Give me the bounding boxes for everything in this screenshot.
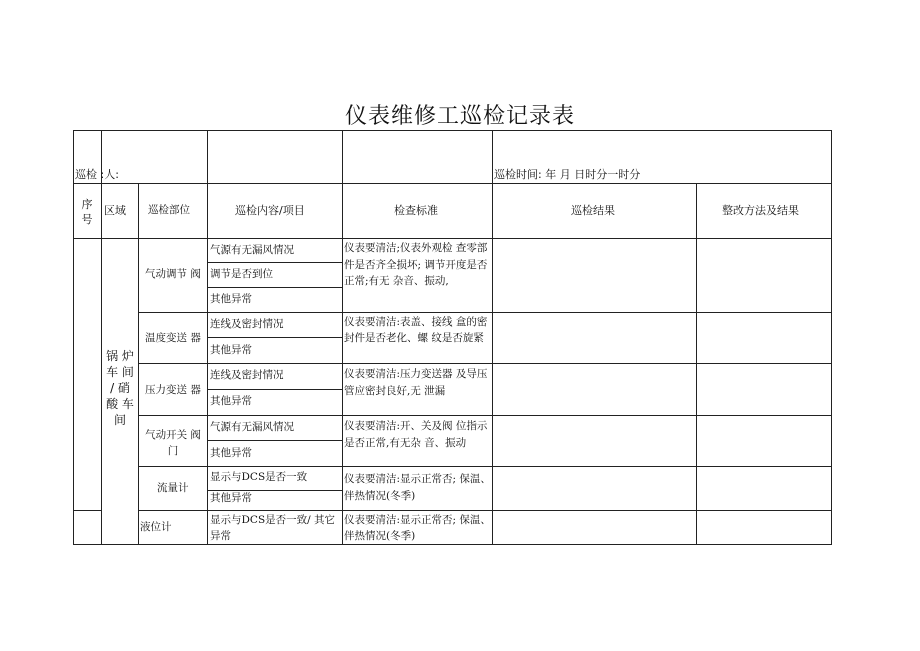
standard-cell: 仪表要清洁:开、关及阀 位指示是否正常,有无杂 音、振动 [344,420,488,449]
content-item: 其他异常 [210,492,252,504]
content-item: 显示与DCS是否一致 [210,471,308,483]
col-header-content: 巡检内容/项目 [235,204,305,217]
standard-cell: 仪表要清洁:显示正常否; 保温、伴热情况(冬季) [344,473,491,502]
group-divider [138,415,831,416]
row-divider [207,287,342,288]
col-header-standard: 检查标准 [394,204,438,217]
group-divider [138,510,831,511]
row-divider [207,389,342,390]
location-cell: 液位计 [140,521,172,533]
col-header-seq: 序号 [81,198,93,226]
content-item: 其他异常 [210,395,252,407]
table-border-right [831,130,832,545]
table-border-left [73,130,74,545]
page-title: 仪表维修工巡检记录表 [344,104,575,129]
standard-cell: 仪表要清洁;仪表外观检 查零部件是否齐全损坏; 调节开度是否正常;有无 杂音、振动, [344,242,488,287]
content-item: 其他异常 [210,293,252,305]
location-cell: 气动开关 阀门 [145,429,201,457]
location-cell: 温度变送 器 [145,332,201,344]
header-row-divider [73,183,831,184]
content-item: 显示与DCS是否一致/ 其它异常 [210,514,336,542]
group-divider [73,510,102,511]
location-cell: 压力变送 器 [145,384,201,396]
table-border-top [73,130,831,131]
standard-cell: 仪表要清洁:压力变送器 及导压管应密封良好,无 泄漏 [344,368,488,397]
col-divider-area [138,183,139,545]
col-divider-standard [492,130,493,545]
row-divider [207,337,342,338]
row-divider [207,262,342,263]
row-divider [207,440,342,441]
inspector-label: 巡检 :人: [75,168,119,181]
content-item: 其他异常 [210,447,252,459]
content-item: 气源有无漏风情况 [210,421,294,433]
col-header-area: 区域 [104,204,126,217]
inspection-time-label: 巡检时间: 年 月 日时分一时分 [494,168,641,181]
group-divider [138,466,831,467]
col-divider-location [207,130,208,545]
col-divider-result [696,183,697,545]
col-header-rectify: 整改方法及结果 [722,204,799,217]
content-item: 调节是否到位 [210,268,273,280]
standard-cell: 仪表要清洁:表盖、接线 盒的密封件是否老化、螺 纹是否旋紧 [344,316,488,344]
content-item: 连线及密封情况 [210,369,284,381]
group-divider [138,312,831,313]
content-item: 其他异常 [210,344,252,356]
area-name: 锅 炉 车 间 / 硝 酸 车 间 [106,349,134,427]
location-cell: 流量计 [157,482,189,494]
table-border-bottom [73,544,831,545]
content-item: 气源有无漏风情况 [210,244,294,256]
column-header-divider [73,238,831,239]
col-divider-content [342,130,343,545]
standard-cell: 仪表要清洁:显示正常否; 保温、伴热情况(冬季) [344,514,491,542]
content-item: 连线及密封情况 [210,318,284,330]
col-header-result: 巡检结果 [571,204,615,217]
col-header-location: 巡检部位 [148,204,190,216]
col-divider-seq [101,130,102,545]
group-divider [138,363,831,364]
location-cell: 气动调节 阀 [145,268,201,280]
